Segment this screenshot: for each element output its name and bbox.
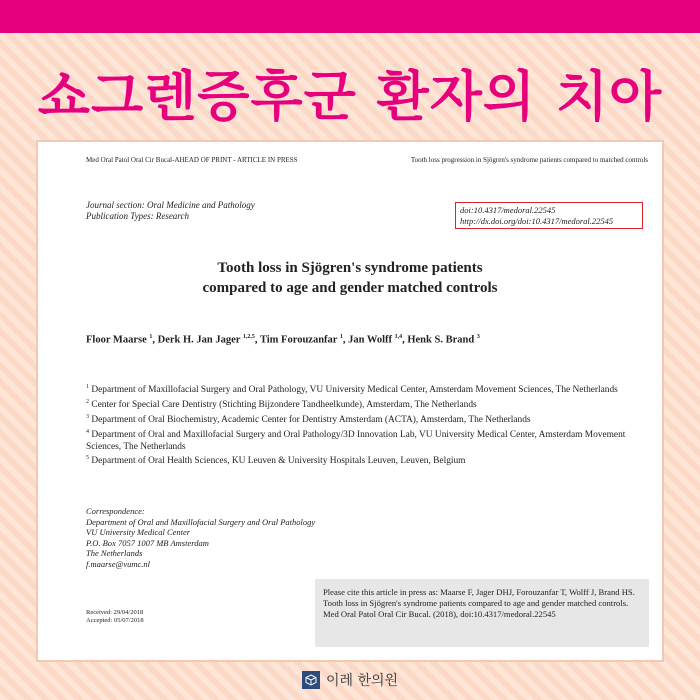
affiliation-item: $^5$ Department of Oral Health Sciences, KU Leuven & University Hospitals Leuven, Leuven, Belgium	[86, 455, 466, 467]
author-affiliation-sup: 1	[149, 334, 153, 340]
top-accent-bar	[0, 0, 700, 33]
author-affiliation-sup: 1	[339, 334, 343, 340]
correspondence-block	[86, 506, 315, 569]
affiliation-item: $^3$ Department of Oral Biochemistry, Academic Center for Dentistry Amsterdam (ACTA), Amsterdam, The Netherlands	[86, 413, 531, 425]
affiliation-item: $^2$ Center for Special Care Dentistry (Stichting Bijzondere Tandheelkunde), Amsterdam, The Netherlands	[86, 398, 477, 411]
correspondence-line: The Netherlands	[86, 548, 143, 558]
journal-section: Journal section: Oral Medicine and Pathology	[86, 200, 255, 210]
title-line-1: Tooth loss in Sjögren's syndrome patients	[217, 260, 483, 276]
received-date: Received: 29/04/2018	[86, 609, 144, 616]
journal-meta	[86, 200, 255, 222]
footer-brand	[0, 668, 700, 692]
author-affiliation-sup: 3	[476, 334, 480, 340]
author-name: , Henk S. Brand	[402, 334, 477, 346]
doi-link[interactable]: http://dx.doi.org/doi:10.4317/medoral.22545	[460, 216, 614, 226]
accepted-date: Accepted: 05/07/2018	[86, 617, 144, 624]
author-affiliation-sup: 1,4	[394, 334, 403, 340]
author-affiliation-sup: 1,2,5	[242, 334, 255, 340]
correspondence-label: Correspondence:	[86, 506, 145, 516]
correspondence-line: P.O. Box 7057 1007 MB Amsterdam	[86, 537, 209, 548]
doi-text: doi:10.4317/medoral.22545	[460, 205, 556, 215]
paper-title	[38, 258, 662, 298]
correspondence-line: Department of Oral and Maxillofacial Surgery and Oral Pathology	[86, 516, 316, 527]
correspondence-email[interactable]: f.maarse@vumc.nl	[86, 558, 151, 569]
running-head-left: Med Oral Patol Oral Cir Bucal-AHEAD OF PRINT - ARTICLE IN PRESS	[86, 156, 298, 164]
publication-types: Publication Types: Research	[86, 211, 189, 221]
paper-page	[38, 142, 662, 660]
affiliation-item: $^4$ Department of Oral and Maxillofacial Surgery and Oral Pathology/3D Innovation Lab, VU University Medical Center, Amsterdam Movement Sciences, The Netherlands	[86, 428, 626, 452]
page-headline: 쇼그렌증후군 환자의 치아	[37, 65, 663, 128]
dates-block	[86, 609, 144, 625]
clinic-name: 이레 한의원	[325, 673, 399, 689]
title-line-2: compared to age and gender matched controls	[202, 280, 498, 296]
author-name: , Tim Forouzanfar	[254, 334, 340, 346]
doi-box	[455, 202, 643, 229]
author-name: , Jan Wolff	[342, 334, 395, 346]
affiliation-item: $^1$ Department of Maxillofacial Surgery and Oral Pathology, VU University Medical Center, Amsterdam Movement Sciences, The Netherlands	[86, 384, 618, 396]
correspondence-line: VU University Medical Center	[86, 527, 191, 537]
author-list	[86, 334, 480, 346]
running-head-right: Tooth loss progression in Sjögren's syndrome patients compared to matched controls	[410, 156, 648, 164]
cube-logo-icon	[302, 671, 320, 689]
affiliation-list	[86, 382, 652, 468]
citation-box: Please cite this article in press as: Maarse F, Jager DHJ, Forouzanfar T, Wolff J, Brand HS. Tooth loss in Sjögren's syndrome patients compared to age and gender matched controls. Med Oral Patol Oral Cir Bucal. (2018), doi:10.4317/medoral.22545	[315, 579, 649, 647]
author-name: Floor Maarse	[86, 334, 150, 346]
author-name: , Derk H. Jan Jager	[152, 334, 243, 346]
